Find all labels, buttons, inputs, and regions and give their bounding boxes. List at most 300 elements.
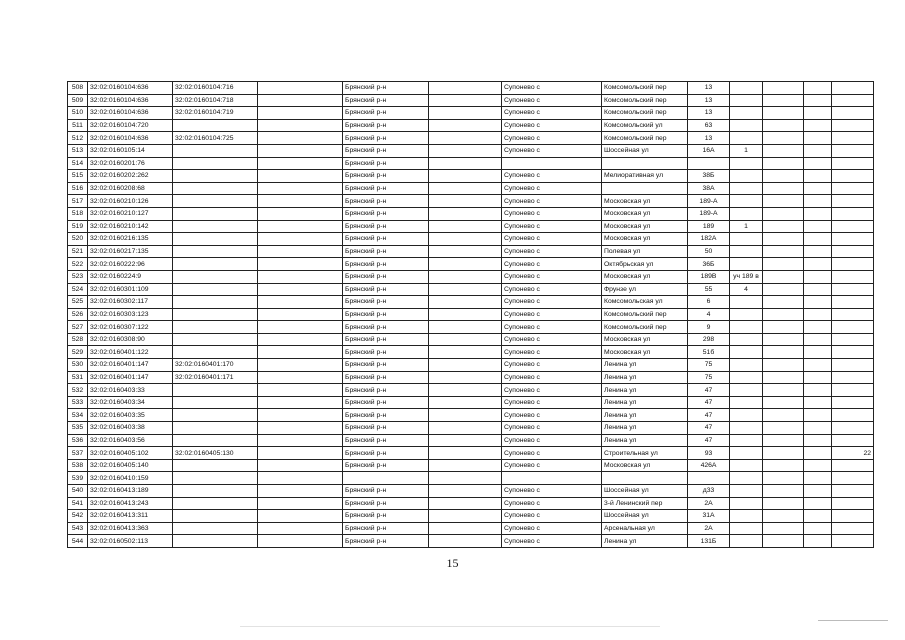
blank-cell: [429, 535, 502, 548]
house-number: 189-А: [688, 207, 730, 220]
blank-cell: [258, 82, 343, 95]
blank-cell: [258, 434, 343, 447]
blank-cell: [804, 497, 832, 510]
parent-cadastral-number: [173, 396, 258, 409]
blank-cell: [429, 119, 502, 132]
blank-cell: [258, 308, 343, 321]
blank-cell: [258, 359, 343, 372]
district: Брянский р-н: [343, 195, 429, 208]
cadastral-number: 32:02:0160217:135: [88, 245, 173, 258]
house-number: 13: [688, 82, 730, 95]
house-number: 55: [688, 283, 730, 296]
cadastral-number: 32:02:0160210:142: [88, 220, 173, 233]
blank-cell: [804, 82, 832, 95]
extra-number: [832, 535, 874, 548]
district: Брянский р-н: [343, 170, 429, 183]
blank-cell: [763, 396, 804, 409]
row-number: 544: [68, 535, 88, 548]
blank-cell: [804, 459, 832, 472]
row-number: 516: [68, 182, 88, 195]
blank-cell: [763, 434, 804, 447]
extra-info: [730, 170, 763, 183]
row-number: 520: [68, 233, 88, 246]
blank-cell: [429, 157, 502, 170]
blank-cell: [429, 220, 502, 233]
house-number: 93: [688, 447, 730, 460]
house-number: 63: [688, 119, 730, 132]
parent-cadastral-number: [173, 459, 258, 472]
street: [602, 182, 688, 195]
parent-cadastral-number: [173, 245, 258, 258]
blank-cell: [258, 535, 343, 548]
blank-cell: [763, 522, 804, 535]
blank-cell: [429, 258, 502, 271]
street: Полевая ул: [602, 245, 688, 258]
row-number: 522: [68, 258, 88, 271]
cadastral-number: 32:02:0160216:135: [88, 233, 173, 246]
extra-number: [832, 144, 874, 157]
extra-number: [832, 371, 874, 384]
extra-number: [832, 522, 874, 535]
blank-cell: [804, 447, 832, 460]
blank-cell: [763, 472, 804, 485]
blank-cell: [763, 157, 804, 170]
house-number: 131Б: [688, 535, 730, 548]
blank-cell: [429, 207, 502, 220]
house-number: 47: [688, 422, 730, 435]
row-number: 542: [68, 510, 88, 523]
cadastral-number: 32:02:0160401:122: [88, 346, 173, 359]
extra-number: [832, 132, 874, 145]
cadastral-number: 32:02:0160201:76: [88, 157, 173, 170]
blank-cell: [429, 333, 502, 346]
blank-cell: [804, 510, 832, 523]
table-row: [68, 245, 874, 258]
parent-cadastral-number: [173, 422, 258, 435]
row-number: 530: [68, 359, 88, 372]
house-number: 189: [688, 220, 730, 233]
table-row: [68, 207, 874, 220]
parent-cadastral-number: [173, 522, 258, 535]
house-number: 182А: [688, 233, 730, 246]
blank-cell: [258, 346, 343, 359]
blank-cell: [258, 510, 343, 523]
house-number: 6: [688, 296, 730, 309]
extra-number: [832, 422, 874, 435]
blank-cell: [763, 132, 804, 145]
blank-cell: [429, 409, 502, 422]
district: Брянский р-н: [343, 82, 429, 95]
blank-cell: [804, 270, 832, 283]
row-number: 540: [68, 485, 88, 498]
register-table: [67, 81, 874, 548]
extra-number: [832, 245, 874, 258]
blank-cell: [763, 233, 804, 246]
settlement: Супонево с: [502, 94, 602, 107]
settlement: Супонево с: [502, 82, 602, 95]
blank-cell: [429, 233, 502, 246]
table-row: [68, 497, 874, 510]
settlement: Супонево с: [502, 170, 602, 183]
blank-cell: [258, 497, 343, 510]
parent-cadastral-number: 32:02:0160405:130: [173, 447, 258, 460]
street: Комсомольский пер: [602, 308, 688, 321]
blank-cell: [429, 459, 502, 472]
extra-number: [832, 157, 874, 170]
extra-info: [730, 82, 763, 95]
blank-cell: [258, 182, 343, 195]
extra-number: [832, 321, 874, 334]
district: Брянский р-н: [343, 144, 429, 157]
blank-cell: [763, 195, 804, 208]
cadastral-number: 32:02:0160410:159: [88, 472, 173, 485]
settlement: Супонево с: [502, 207, 602, 220]
house-number: 2А: [688, 522, 730, 535]
blank-cell: [804, 107, 832, 120]
blank-cell: [763, 346, 804, 359]
settlement: [502, 472, 602, 485]
extra-number: [832, 233, 874, 246]
table-row: [68, 258, 874, 271]
row-number: 526: [68, 308, 88, 321]
blank-cell: [804, 321, 832, 334]
blank-cell: [429, 346, 502, 359]
district: Брянский р-н: [343, 447, 429, 460]
cadastral-number: 32:02:0160308:90: [88, 333, 173, 346]
cadastral-number: 32:02:0160224:9: [88, 270, 173, 283]
house-number: 75: [688, 359, 730, 372]
blank-cell: [258, 296, 343, 309]
cadastral-number: 32:02:0160104:636: [88, 82, 173, 95]
settlement: Супонево с: [502, 409, 602, 422]
row-number: 532: [68, 384, 88, 397]
extra-info: [730, 522, 763, 535]
cadastral-number: 32:02:0160403:38: [88, 422, 173, 435]
extra-number: 22: [832, 447, 874, 460]
row-number: 521: [68, 245, 88, 258]
blank-cell: [429, 144, 502, 157]
extra-number: [832, 94, 874, 107]
district: Брянский р-н: [343, 535, 429, 548]
table-row: [68, 459, 874, 472]
parent-cadastral-number: 32:02:0160104:718: [173, 94, 258, 107]
district: Брянский р-н: [343, 333, 429, 346]
house-number: 75: [688, 371, 730, 384]
table-row: [68, 296, 874, 309]
blank-cell: [429, 434, 502, 447]
scan-artifact-line: [240, 626, 660, 627]
blank-cell: [429, 447, 502, 460]
street: Комсомольская ул: [602, 296, 688, 309]
blank-cell: [429, 94, 502, 107]
extra-info: [730, 535, 763, 548]
blank-cell: [804, 371, 832, 384]
settlement: Супонево с: [502, 522, 602, 535]
blank-cell: [804, 333, 832, 346]
cadastral-number: 32:02:0160208:68: [88, 182, 173, 195]
blank-cell: [804, 220, 832, 233]
house-number: 13: [688, 94, 730, 107]
blank-cell: [763, 245, 804, 258]
table-row: [68, 434, 874, 447]
street: Комсомольский пер: [602, 321, 688, 334]
settlement: Супонево с: [502, 220, 602, 233]
extra-number: [832, 396, 874, 409]
blank-cell: [804, 283, 832, 296]
street: Московская ул: [602, 333, 688, 346]
settlement: Супонево с: [502, 447, 602, 460]
blank-cell: [429, 132, 502, 145]
district: Брянский р-н: [343, 245, 429, 258]
blank-cell: [763, 182, 804, 195]
settlement: Супонево с: [502, 497, 602, 510]
blank-cell: [429, 510, 502, 523]
blank-cell: [429, 371, 502, 384]
district: Брянский р-н: [343, 157, 429, 170]
blank-cell: [763, 82, 804, 95]
district: Брянский р-н: [343, 321, 429, 334]
settlement: [502, 157, 602, 170]
district: Брянский р-н: [343, 459, 429, 472]
row-number: 537: [68, 447, 88, 460]
blank-cell: [804, 522, 832, 535]
row-number: 517: [68, 195, 88, 208]
blank-cell: [763, 384, 804, 397]
row-number: 531: [68, 371, 88, 384]
extra-number: [832, 170, 874, 183]
district: Брянский р-н: [343, 384, 429, 397]
blank-cell: [763, 308, 804, 321]
blank-cell: [258, 384, 343, 397]
extra-info: 1: [730, 220, 763, 233]
parent-cadastral-number: [173, 384, 258, 397]
extra-info: [730, 359, 763, 372]
street: Ленина ул: [602, 535, 688, 548]
house-number: 31А: [688, 510, 730, 523]
street: Московская ул: [602, 346, 688, 359]
house-number: 50: [688, 245, 730, 258]
row-number: 533: [68, 396, 88, 409]
parent-cadastral-number: [173, 144, 258, 157]
table-row: [68, 359, 874, 372]
street: Мелиоративная ул: [602, 170, 688, 183]
blank-cell: [804, 485, 832, 498]
extra-info: [730, 396, 763, 409]
table-row: [68, 220, 874, 233]
cadastral-number: 32:02:0160303:123: [88, 308, 173, 321]
house-number: 38Б: [688, 170, 730, 183]
blank-cell: [763, 422, 804, 435]
blank-cell: [429, 497, 502, 510]
extra-number: [832, 409, 874, 422]
blank-cell: [429, 82, 502, 95]
extra-number: [832, 258, 874, 271]
row-number: 543: [68, 522, 88, 535]
house-number: 13: [688, 132, 730, 145]
house-number: д33: [688, 485, 730, 498]
cadastral-number: 32:02:0160413:243: [88, 497, 173, 510]
settlement: Супонево с: [502, 308, 602, 321]
settlement: Супонево с: [502, 144, 602, 157]
blank-cell: [804, 472, 832, 485]
blank-cell: [429, 195, 502, 208]
parent-cadastral-number: [173, 283, 258, 296]
row-number: 519: [68, 220, 88, 233]
extra-info: [730, 510, 763, 523]
blank-cell: [258, 422, 343, 435]
parent-cadastral-number: [173, 535, 258, 548]
street: Ленина ул: [602, 384, 688, 397]
house-number: 298: [688, 333, 730, 346]
blank-cell: [804, 422, 832, 435]
parent-cadastral-number: [173, 195, 258, 208]
house-number: 38А: [688, 182, 730, 195]
blank-cell: [763, 296, 804, 309]
blank-cell: [258, 157, 343, 170]
row-number: 515: [68, 170, 88, 183]
blank-cell: [763, 409, 804, 422]
blank-cell: [804, 157, 832, 170]
blank-cell: [258, 195, 343, 208]
blank-cell: [258, 94, 343, 107]
extra-info: [730, 409, 763, 422]
house-number: 16А: [688, 144, 730, 157]
blank-cell: [429, 283, 502, 296]
blank-cell: [429, 270, 502, 283]
extra-info: [730, 333, 763, 346]
cadastral-number: 32:02:0160413:189: [88, 485, 173, 498]
blank-cell: [429, 308, 502, 321]
row-number: 523: [68, 270, 88, 283]
extra-info: [730, 157, 763, 170]
house-number: 4: [688, 308, 730, 321]
cadastral-number: 32:02:0160307:122: [88, 321, 173, 334]
blank-cell: [258, 207, 343, 220]
parent-cadastral-number: [173, 346, 258, 359]
blank-cell: [258, 144, 343, 157]
settlement: Супонево с: [502, 333, 602, 346]
row-number: 534: [68, 409, 88, 422]
cadastral-number: 32:02:0160210:127: [88, 207, 173, 220]
settlement: Супонево с: [502, 321, 602, 334]
table-row: [68, 522, 874, 535]
table-row: [68, 472, 874, 485]
blank-cell: [429, 485, 502, 498]
cadastral-number: 32:02:0160210:126: [88, 195, 173, 208]
row-number: 539: [68, 472, 88, 485]
cadastral-number: 32:02:0160403:35: [88, 409, 173, 422]
extra-number: [832, 119, 874, 132]
blank-cell: [763, 535, 804, 548]
table-row: [68, 371, 874, 384]
district: Брянский р-н: [343, 485, 429, 498]
extra-number: [832, 296, 874, 309]
blank-cell: [804, 409, 832, 422]
district: Брянский р-н: [343, 510, 429, 523]
extra-info: [730, 308, 763, 321]
district: Брянский р-н: [343, 434, 429, 447]
row-number: 536: [68, 434, 88, 447]
cadastral-number: 32:02:0160403:33: [88, 384, 173, 397]
extra-info: [730, 459, 763, 472]
blank-cell: [258, 522, 343, 535]
row-number: 529: [68, 346, 88, 359]
parent-cadastral-number: [173, 119, 258, 132]
street: Ленина ул: [602, 359, 688, 372]
settlement: Супонево с: [502, 359, 602, 372]
row-number: 538: [68, 459, 88, 472]
street: Московская ул: [602, 270, 688, 283]
extra-info: [730, 371, 763, 384]
house-number: 189В: [688, 270, 730, 283]
row-number: 510: [68, 107, 88, 120]
parent-cadastral-number: [173, 510, 258, 523]
cadastral-number: 32:02:0160104:720: [88, 119, 173, 132]
parent-cadastral-number: [173, 157, 258, 170]
blank-cell: [258, 170, 343, 183]
street: Ленина ул: [602, 434, 688, 447]
extra-info: 4: [730, 283, 763, 296]
parent-cadastral-number: [173, 485, 258, 498]
district: Брянский р-н: [343, 270, 429, 283]
parent-cadastral-number: [173, 333, 258, 346]
extra-info: [730, 422, 763, 435]
extra-info: [730, 182, 763, 195]
district: Брянский р-н: [343, 132, 429, 145]
street: Ленина ул: [602, 409, 688, 422]
blank-cell: [804, 207, 832, 220]
table-row: [68, 422, 874, 435]
street: Строительная ул: [602, 447, 688, 460]
blank-cell: [258, 472, 343, 485]
row-number: 524: [68, 283, 88, 296]
parent-cadastral-number: 32:02:0160401:171: [173, 371, 258, 384]
house-number: 189-А: [688, 195, 730, 208]
district: Брянский р-н: [343, 359, 429, 372]
street: Комсомольский пер: [602, 82, 688, 95]
blank-cell: [258, 321, 343, 334]
district: Брянский р-н: [343, 497, 429, 510]
extra-info: [730, 485, 763, 498]
cadastral-number: 32:02:0160405:140: [88, 459, 173, 472]
blank-cell: [804, 94, 832, 107]
blank-cell: [258, 333, 343, 346]
settlement: Супонево с: [502, 371, 602, 384]
blank-cell: [258, 258, 343, 271]
blank-cell: [763, 94, 804, 107]
extra-number: [832, 270, 874, 283]
district: Брянский р-н: [343, 182, 429, 195]
settlement: Супонево с: [502, 233, 602, 246]
district: [343, 472, 429, 485]
table-row: [68, 510, 874, 523]
blank-cell: [429, 359, 502, 372]
settlement: Супонево с: [502, 422, 602, 435]
blank-cell: [804, 396, 832, 409]
blank-cell: [258, 220, 343, 233]
settlement: Супонево с: [502, 119, 602, 132]
cadastral-number: 32:02:0160105:14: [88, 144, 173, 157]
house-number: 51б: [688, 346, 730, 359]
scan-artifact-line: [818, 620, 888, 621]
blank-cell: [804, 119, 832, 132]
table-row: [68, 308, 874, 321]
district: Брянский р-н: [343, 258, 429, 271]
blank-cell: [804, 233, 832, 246]
extra-info: [730, 233, 763, 246]
house-number: 47: [688, 384, 730, 397]
blank-cell: [763, 144, 804, 157]
